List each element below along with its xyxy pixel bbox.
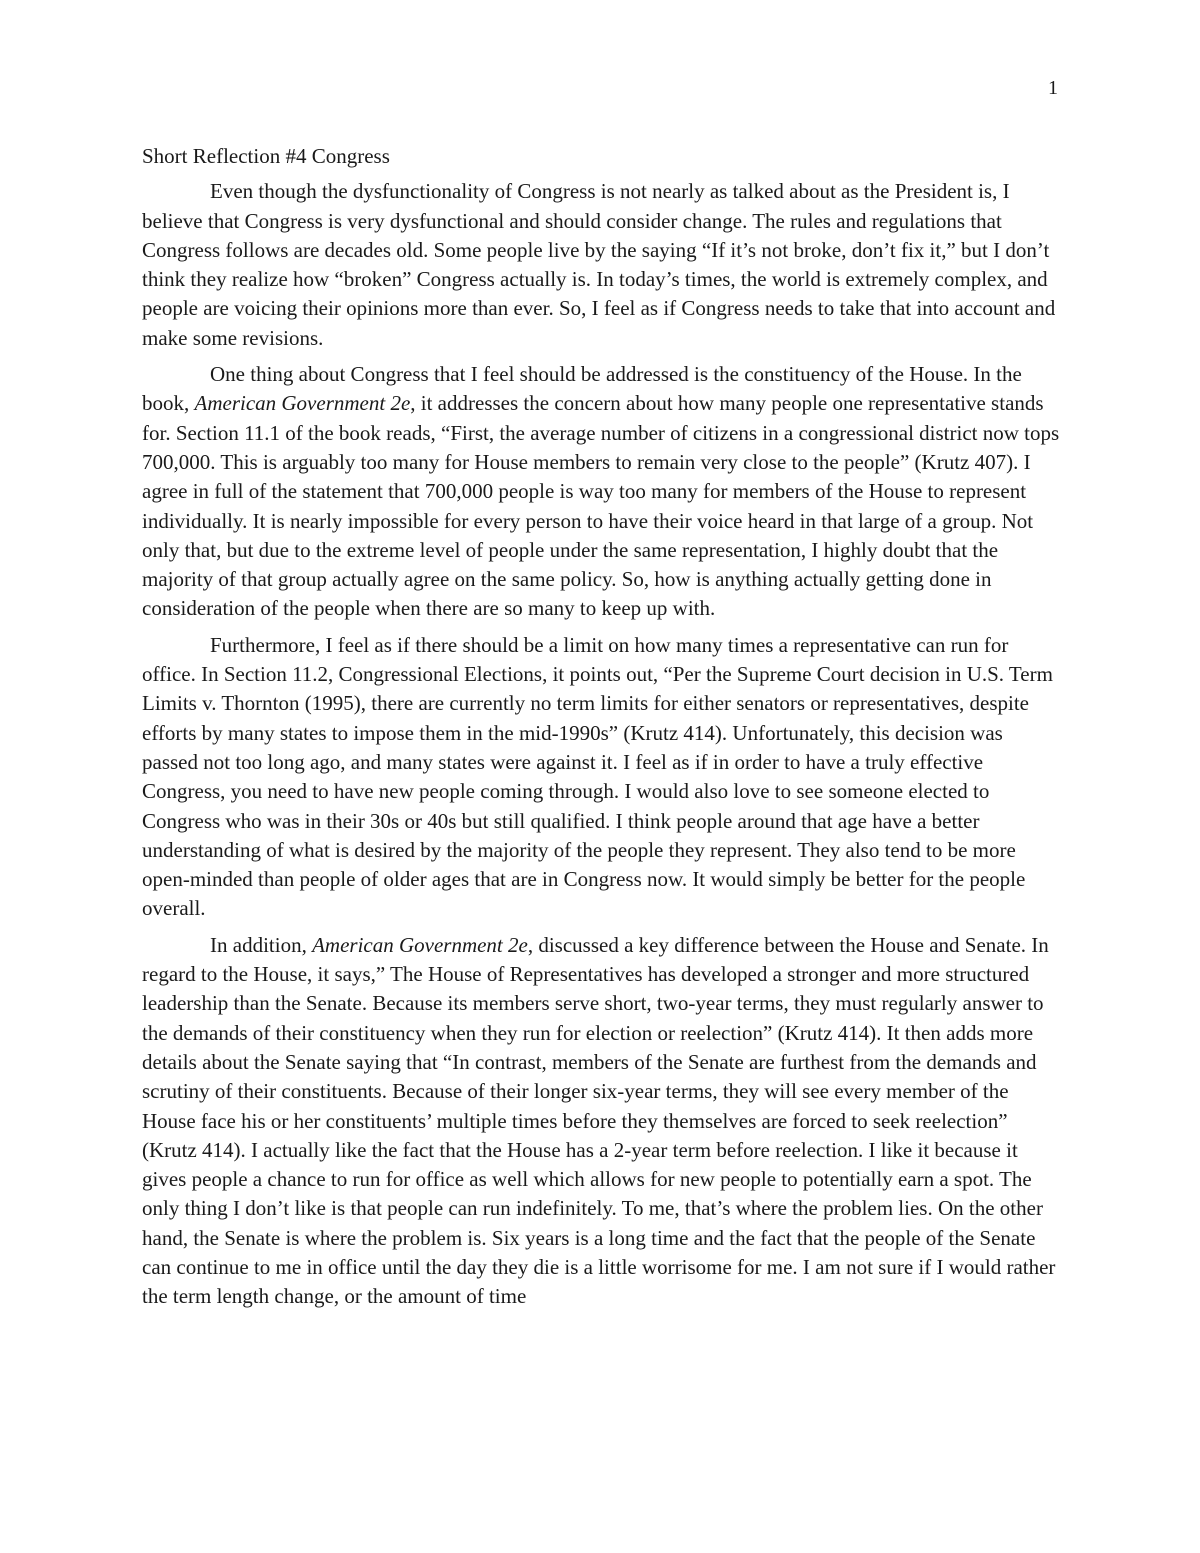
paragraph-text: One thing about Congress that I feel should be addressed is the constituency of the House. In the book,	[142, 362, 1022, 416]
paragraph-text: , it addresses the concern about how many people one representative stands for. Section 11.1 of the book reads, “First, the average number of citizens in a congressional district now tops 700,000. This is arguably too many for House members to remain very close to the people” (Krutz 407). I agree in full of the statement that 700,000 people is way too many for members of the House to represent individually. It is nearly impossible for every person to have their voice heard in that large of a group. Not only that, but due to the extreme level of people under the same representation, I highly doubt that the majority of that group actually agree on the same policy. So, how is anything actually getting done in consideration of the people when there are so many to keep up with.	[142, 391, 1060, 621]
document-title: Short Reflection #4 Congress	[142, 144, 390, 168]
paragraph-1	[142, 177, 1062, 353]
paragraph-2	[142, 360, 1062, 624]
paragraph-text: Even though the dysfunctionality of Congress is not nearly as talked about as the President is, I believe that Congress is very dysfunctional and should consider change. The rules and regulations that Congress follows are decades old. Some people live by the saying “If it’s not broke, don’t fix it,” but I don’t think they realize how “broken” Congress actually is. In today’s times, the world is extremely complex, and people are voicing their opinions more than ever. So, I feel as if Congress needs to take that into account and make some revisions.	[142, 179, 1056, 350]
book-title: American Government 2e	[194, 391, 411, 416]
book-title: American Government 2e	[312, 932, 528, 957]
paragraph-3	[142, 631, 1062, 924]
document-body	[142, 142, 1062, 1319]
paragraph-text: Furthermore, I feel as if there should be a limit on how many times a representative can run for office. In Section 11.2, Congressional Elections, it points out, “Per the Supreme Court decision in U.S. Term Limits v. Thornton (1995), there are currently no term limits for either senators or representatives, despite efforts by many states to impose them in the mid-1990s” (Krutz 414). Unfortunately, this decision was passed not too long ago, and many states were against it. I feel as if in order to have a truly effective Congress, you need to have new people coming through. I would also love to see someone elected to Congress who was in their 30s or 40s but still qualified. I think people around that age have a better understanding of what is desired by the majority of the people they represent. They also tend to be more open-minded than people of older ages that are in Congress now. It would simply be better for the people overall.	[142, 632, 1053, 921]
paragraph-4	[142, 931, 1062, 1312]
paragraph-text: In addition,	[210, 932, 313, 957]
paragraph-text: , discussed a key difference between the House and Senate. In regard to the House, it says,” The House of Representatives has developed a stronger and more structured leadership than the Senate. Because its members serve short, two-year terms, they must regularly answer to the demands of their constituency when they run for election or reelection” (Krutz 414). It then adds more details about the Senate saying that “In contrast, members of the Senate are furthest from the demands and scrutiny of their constituents. Because of their longer six-year terms, they will see every member of the House face his or her constituents’ multiple times before they themselves are forced to seek reelection” (Krutz 414). I actually like the fact that the House has a 2-year term before reelection. I like it because it gives people a chance to run for office as well which allows for new people to potentially earn a spot. The only thing I don’t like is that people can run indefinitely. To me, that’s where the problem lies. On the other hand, the Senate is where the problem is. Six years is a long time and the fact that the people of the Senate can continue to me in office until the day they die is a little worrisome for me. I am not sure if I would rather the term length change, or the amount of time	[142, 932, 1056, 1309]
page-number: 1	[1048, 77, 1058, 99]
